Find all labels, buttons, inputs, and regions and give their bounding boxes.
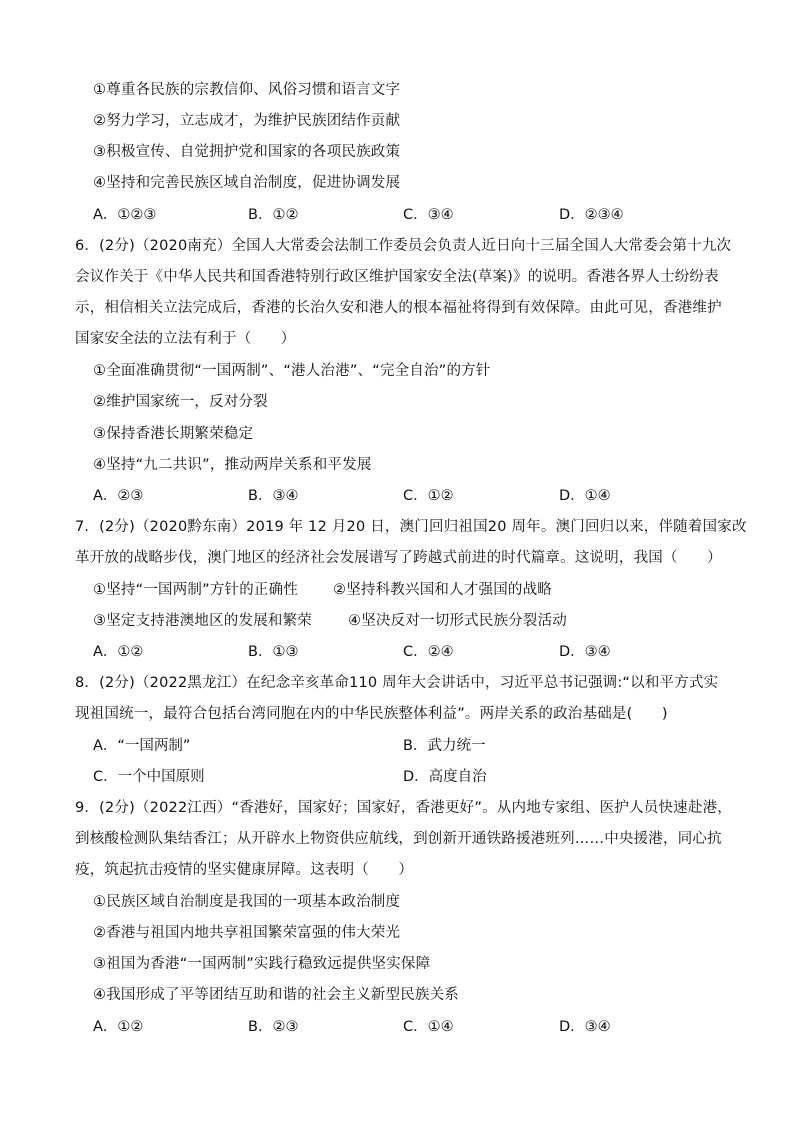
choice-b: B．③④ [248,488,299,504]
choice-d: D．③④ [559,1019,611,1035]
choice-b: B．武力统一 [403,738,486,754]
q9-option-3: ③祖国为香港“一国两制”实践行稳致远提供坚实保障 [93,956,431,972]
choice-c: C．一个中国原则 [93,769,205,785]
q6-stem-line-4: 国家安全法的立法有利于（ ） [75,331,296,347]
q7-option-2: ②坚持科教兴国和人才强国的战略 [333,582,552,598]
q6-stem-line-3: 示，相信相关立法完成后，香港的长治久安和港人的根本福祉将得到有效保障。由此可见，香港维护 [75,300,722,316]
q9-option-4: ④我国形成了平等团结互助和谐的社会主义新型民族关系 [93,987,459,1003]
choice-a: A．①② [93,644,144,660]
q7-option-4: ④坚决反对一切形式民族分裂活动 [348,613,567,629]
q9-option-1: ①民族区域自治制度是我国的一项基本政治制度 [93,894,401,910]
q6-option-3: ③保持香港长期繁荣稳定 [93,426,254,442]
q5-option-4: ④坚持和完善民族区域自治制度，促进协调发展 [93,175,401,191]
choice-a: A．①② [93,1019,144,1035]
q6-stem-line-2: 会议作关于《中华人民共和国香港特别行政区维护国家安全法(草案)》的说明。香港各界人士纷纷表 [75,269,719,285]
q9-stem-line-1: 9．(2分)（2022江西）“香港好，国家好；国家好，香港更好”。从内地专家组、医护人员快速赴港， [75,800,732,816]
q5-option-1: ①尊重各民族的宗教信仰、风俗习惯和语言文字 [93,82,401,98]
q7-option-row-2 [93,611,567,631]
q7-option-1: ①坚持“一国两制”方针的正确性 [93,582,299,598]
choice-c: C．③④ [403,207,454,223]
q8-stem-line-2: 现祖国统一，最符合包括台湾同胞在内的中华民族整体利益”。两岸关系的政治基础是( ) [75,706,668,722]
choice-c: C．②④ [403,644,454,660]
choice-c: C．①④ [403,1019,454,1035]
choice-d: D．高度自治 [403,769,487,785]
q7-stem-line-2: 革开放的战略步伐，澳门地区的经济社会发展谱写了跨越式前进的时代篇章。这说明，我国（ ） [75,550,722,566]
q5-option-2: ②努力学习，立志成才，为维护民族团结作贡献 [93,113,401,129]
q6-option-2: ②维护国家统一，反对分裂 [93,394,268,410]
q6-stem-line-1: 6．(2分)（2020南充）全国人大常委会法制工作委员会负责人近日向十三届全国人大常委会第十九次 [75,238,732,254]
q9-stem-line-3: 疫，筑起抗击疫情的坚实健康屏障。这表明（ ） [75,862,414,878]
q7-option-row-1 [93,580,552,600]
choice-a: A．②③ [93,488,144,504]
choice-a: A．“一国两制” [93,738,191,754]
choice-d: D．③④ [559,644,611,660]
choice-b: B．②③ [248,1019,299,1035]
choice-d: D．②③④ [559,207,624,223]
q9-option-2: ②香港与祖国内地共享祖国繁荣富强的伟大荣光 [93,925,401,941]
q8-stem-line-1: 8．(2分)（2022黑龙江）在纪念辛亥革命110 周年大会讲话中，习近平总书记强调:“以和平方式实 [75,675,719,691]
q7-option-3: ③坚定支持港澳地区的发展和繁荣 [93,613,312,629]
q7-stem-line-1: 7．(2分)（2020黔东南）2019 年 12 月20 日，澳门回归祖国20 周年。澳门回归以来，伴随着国家改 [75,519,747,535]
q9-stem-line-2: 到核酸检测队集结香江；从开辟水上物资供应航线，到创新开通铁路援港班列……中央援港，同心抗 [75,831,722,847]
choice-a: A．①②③ [93,207,157,223]
q6-option-4: ④坚持“九二共识”，推动两岸关系和平发展 [93,457,372,473]
q5-option-3: ③积极宣传、自觉拥护党和国家的各项民族政策 [93,144,401,160]
choice-b: B．①③ [248,644,299,660]
choice-b: B．①② [248,207,299,223]
choice-c: C．①② [403,488,454,504]
q6-option-1: ①全面准确贯彻“一国两制”、“港人治港”、“完全自治”的方针 [93,363,491,379]
choice-d: D．①④ [559,488,611,504]
